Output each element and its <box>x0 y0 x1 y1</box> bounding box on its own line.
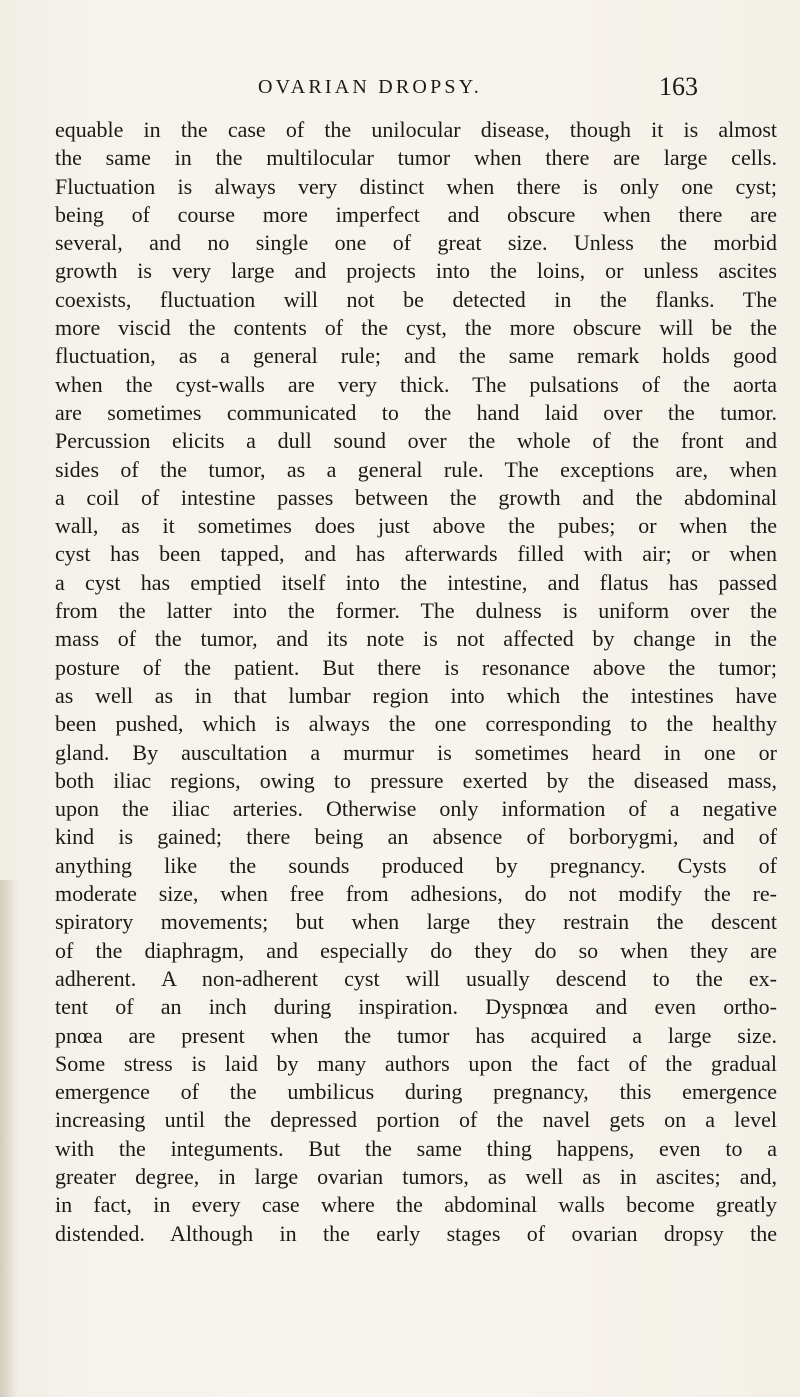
text-line: with the integuments. But the same thing happens, even to a <box>55 1135 777 1161</box>
text-line: posture of the patient. But there is resonance above the tumor; <box>55 654 777 680</box>
text-line: distended. Although in the early stages of ovarian dropsy the <box>55 1220 777 1246</box>
text-line: coexists, fluctuation will not be detected in the flanks. The <box>55 286 777 312</box>
text-line: sides of the tumor, as a general rule. The exceptions are, when <box>55 456 777 482</box>
text-line: adherent. A non-adherent cyst will usually descend to the ex- <box>55 965 777 991</box>
text-line: Percussion elicits a dull sound over the whole of the front and <box>55 428 777 454</box>
text-line: as well as in that lumbar region into which the intestines have <box>55 682 777 708</box>
text-line: greater degree, in large ovarian tumors, as well as in ascites; and, <box>55 1163 777 1189</box>
text-line: kind is gained; there being an absence of borborygmi, and of <box>55 824 777 850</box>
text-line: Fluctuation is always very distinct when there is only one cyst; <box>55 173 777 199</box>
text-line: are sometimes communicated to the hand laid over the tumor. <box>55 399 777 425</box>
body-paragraph <box>55 116 777 1248</box>
text-line: been pushed, which is always the one corresponding to the healthy <box>55 711 777 737</box>
text-line: more viscid the contents of the cyst, the more obscure will be the <box>55 315 777 341</box>
page-number: 163 <box>659 72 698 101</box>
text-line: gland. By auscultation a murmur is sometimes heard in one or <box>55 739 777 765</box>
text-line: moderate size, when free from adhesions, do not modify the re- <box>55 881 777 907</box>
text-line: increasing until the depressed portion of the navel gets on a level <box>55 1107 777 1133</box>
text-line: tent of an inch during inspiration. Dyspnœa and even ortho- <box>55 994 777 1020</box>
text-line: wall, as it sometimes does just above the pubes; or when the <box>55 513 777 539</box>
text-line: pnœa are present when the tumor has acquired a large size. <box>55 1022 777 1048</box>
running-header <box>250 72 698 108</box>
text-line: fluctuation, as a general rule; and the same remark holds good <box>55 343 777 369</box>
text-line: both iliac regions, owing to pressure exerted by the diseased mass, <box>55 767 777 793</box>
text-line: a cyst has emptied itself into the intestine, and flatus has passed <box>55 569 777 595</box>
text-line: being of course more imperfect and obscure when there are <box>55 201 777 227</box>
page-edge-shadow <box>0 880 18 1397</box>
text-line: the same in the multilocular tumor when there are large cells. <box>55 145 777 171</box>
text-line: Some stress is laid by many authors upon the fact of the gradual <box>55 1050 777 1076</box>
text-line: in fact, in every case where the abdominal walls become greatly <box>55 1192 777 1218</box>
text-line: spiratory movements; but when large they restrain the descent <box>55 909 777 935</box>
running-title: OVARIAN DROPSY. <box>258 76 482 98</box>
text-line: equable in the case of the unilocular disease, though it is almost <box>55 117 777 142</box>
text-line: emergence of the umbilicus during pregnancy, this emergence <box>55 1079 777 1105</box>
text-line: from the latter into the former. The dulness is uniform over the <box>55 598 777 624</box>
text-line: mass of the tumor, and its note is not affected by change in the <box>55 626 777 652</box>
text-line: several, and no single one of great size. Unless the morbid <box>55 230 777 256</box>
text-line: anything like the sounds produced by pregnancy. Cysts of <box>55 852 777 878</box>
text-line: cyst has been tapped, and has afterwards filled with air; or when <box>55 541 777 567</box>
text-line: growth is very large and projects into the loins, or unless ascites <box>55 258 777 284</box>
text-line: a coil of intestine passes between the growth and the abdominal <box>55 484 777 510</box>
text-line: upon the iliac arteries. Otherwise only information of a negative <box>55 796 777 822</box>
text-line: of the diaphragm, and especially do they do so when they are <box>55 937 777 963</box>
text-line: when the cyst-walls are very thick. The pulsations of the aorta <box>55 371 777 397</box>
